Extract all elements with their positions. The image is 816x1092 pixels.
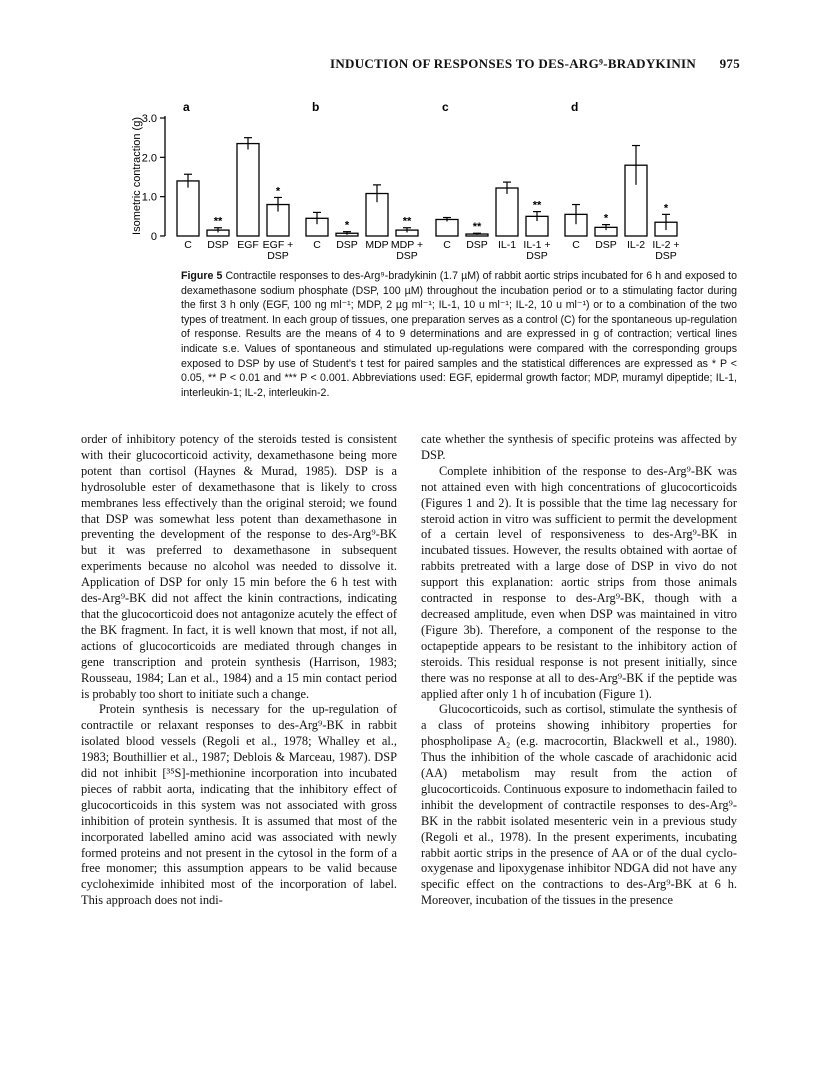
- body-left-column: [81, 432, 397, 909]
- x-tick-label: EGF +: [262, 239, 294, 251]
- significance-marker: **: [532, 199, 542, 212]
- caption-text: Contractile responses to des-Arg⁹-bradykinin (1.7 µM) of rabbit aortic strips incubated for 6 h and exposed to dexamethasone sodium phosphate (DSP, 100 µM) throughout the incubation period or to a stimulating factor during the first 3 h only (EGF, 100 ng ml⁻¹; MDP, 2 µg ml⁻¹; IL-1, 10 u ml⁻¹; IL-2, 10 u ml⁻¹) or to a combination of the two types of treatment. In each group of tissues, one preparation serves as a control (C) for the spontaneous up-regulation of response. Results are the means of 4 to 9 determinations and are expressed in g of contraction; vertical lines indicate s.e. Values of spontaneous and stimulated up-regulations were compared with the corresponding groups exposed to DSP by use of Student's t test for paired samples and the statistical differences are expressed as * P < 0.05, ** P < 0.01 and *** P < 0.001. Abbreviations used: EGF, epidermal growth factor; MDP, muramyl dipeptide; IL-1, interleukin-1; IL-2, interleukin-2.: [181, 270, 737, 399]
- x-tick-label: MDP +: [390, 239, 424, 251]
- significance-marker: *: [275, 185, 281, 198]
- body-paragraph: Glucocorticoids, such as cortisol, stimulate the synthesis of a class of proteins showing inhibitory properties for phospholipase A₂ (e.g. macrocortin, Blackwell et al., 1980). Thus the inhibition of the whole cascade of arachidonic acid (AA) metabolism may result from the action of glucocorticoids. Continuous exposure to indomethacin failed to inhibit the development of contractile responses to des-Arg⁹-BK in the rabbit isolated mesenteric vein in a previous study (Regoli et al., 1978). In the present experiments, incubating rabbit aortic strips in the presence of AA or of the dual cyclo-oxygenase and lipoxygenase inhibitor NDGA did not have any specific effect on the contractions to des-Arg⁹-BK at 6 h. Moreover, incubation of the tissues in the presence: [421, 702, 737, 908]
- y-tick-label: 3.0: [141, 113, 157, 125]
- bar: [237, 144, 259, 236]
- x-tick-label: DSP: [526, 250, 548, 262]
- x-tick-label: IL-2: [626, 239, 646, 251]
- panel-label-a: a: [183, 100, 190, 114]
- body-right-column: [421, 432, 737, 909]
- figure-caption: [181, 269, 737, 400]
- body-paragraph: Protein synthesis is necessary for the up-regulation of contractile or relaxant responses to des-Arg⁹-BK in rabbit isolated blood vessels (Regoli et al., 1978; Whalley et al., 1983; Bouthillier et al., 1987; Deblois & Marceau, 1987). DSP did not inhibit [³⁵S]-methionine incorporation into incubated pieces of rabbit aorta, indicating that the inhibitory effect of glucocorticoids in this system was not associated with gross inhibition of protein synthesis. It is assumed that most of the incorporated labelled amino acid was associated with newly formed proteins and not present in the cytosol in the form of a free monomer; this assumption appears to be valid because cycloheximide inhibited most of the incorporation of label. This approach does not indi-: [81, 702, 397, 908]
- significance-marker: **: [402, 215, 412, 228]
- x-tick-label: DSP: [336, 239, 358, 251]
- significance-marker: **: [213, 215, 223, 228]
- body-paragraph: order of inhibitory potency of the steroids tested is consistent with their glucocorticoid activity, dexamethasone being more potent than cortisol (Haynes & Murad, 1985). DSP is a hydrosoluble ester of dexamethasone that is likely to cross membranes less effectively than the original steroid; we found that DSP was somewhat less potent than dexamethasone in preventing the development of the response to des-Arg⁹-BK but it was preferred to dexamethasone in subsequent experiments because no alcohol was needed to dissolve it. Application of DSP for only 15 min before the 6 h test with des-Arg⁹-BK did not affect the kinin contractions, indicating that the glucocorticoid does not antagonize acutely the effect of the BK fragment. In fact, it is well known that most, if not all, actions of glucocorticoids are mediated through changes in gene transcription and protein synthesis (Harrison, 1983; Rousseau, 1984; Lan et al., 1984) and a 15 min contact period is probably too short to initiate such a change.: [81, 432, 397, 701]
- x-tick-label: C: [443, 239, 451, 251]
- panel-label-b: b: [312, 100, 320, 114]
- x-tick-label: DSP: [655, 250, 677, 262]
- significance-marker: **: [472, 221, 482, 234]
- bar: [496, 188, 518, 236]
- x-tick-label: IL-2 +: [652, 239, 680, 251]
- x-tick-label: DSP: [207, 239, 229, 251]
- panel-label-c: c: [442, 100, 449, 114]
- panel-label-d: d: [571, 100, 579, 114]
- running-title: INDUCTION OF RESPONSES TO DES-ARG⁹-BRADYKININ: [330, 56, 697, 71]
- bar: [177, 181, 199, 236]
- x-tick-label: DSP: [267, 250, 289, 262]
- x-tick-label: DSP: [396, 250, 418, 262]
- x-tick-label: C: [313, 239, 321, 251]
- y-tick-label: 1.0: [141, 191, 157, 204]
- x-tick-label: MDP: [365, 239, 389, 251]
- x-tick-label: IL-1 +: [523, 239, 551, 251]
- x-tick-label: DSP: [595, 239, 617, 251]
- y-tick-label: 0: [150, 231, 157, 243]
- bar: [436, 219, 458, 236]
- body-paragraph: Complete inhibition of the response to des-Arg⁹-BK was not attained even with high concentrations of glucocorticoids (Figures 1 and 2). It is possible that the time lag necessary for steroid action in vitro was sufficient to permit the development of a certain level of responsiveness to des-Arg⁹-BK in incubated tissues. However, the results obtained with aortae of rabbits pretreated with a large dose of DSP in vivo do not support this explanation: aortic strips from those animals contracted in response to des-Arg⁹-BK, though with a decreased amplitude, even when DSP was maintained in vitro (Figure 3b). Therefore, a component of the response to the octapeptide appears to be resistant to the inhibitory action of steroids. This residual response is not present initially, since there was no response at all to des-Arg⁹-BK if the peptide was applied after only 1 h of incubation (Figure 1).: [421, 463, 737, 701]
- caption-label: Figure 5: [181, 270, 223, 282]
- y-tick-label: 2.0: [141, 152, 157, 165]
- page-number: 975: [719, 56, 740, 71]
- x-tick-label: C: [572, 239, 580, 251]
- significance-marker: *: [344, 219, 350, 232]
- x-tick-label: EGF: [237, 239, 259, 251]
- figure-5-chart: [120, 100, 710, 265]
- significance-marker: *: [603, 212, 609, 225]
- y-axis-label: Isometric contraction (g): [131, 117, 143, 235]
- x-tick-label: IL-1: [497, 239, 517, 251]
- significance-marker: *: [663, 202, 669, 215]
- body-paragraph: cate whether the synthesis of specific proteins was affected by DSP.: [421, 432, 737, 462]
- x-tick-label: C: [184, 239, 192, 251]
- x-tick-label: DSP: [466, 239, 488, 251]
